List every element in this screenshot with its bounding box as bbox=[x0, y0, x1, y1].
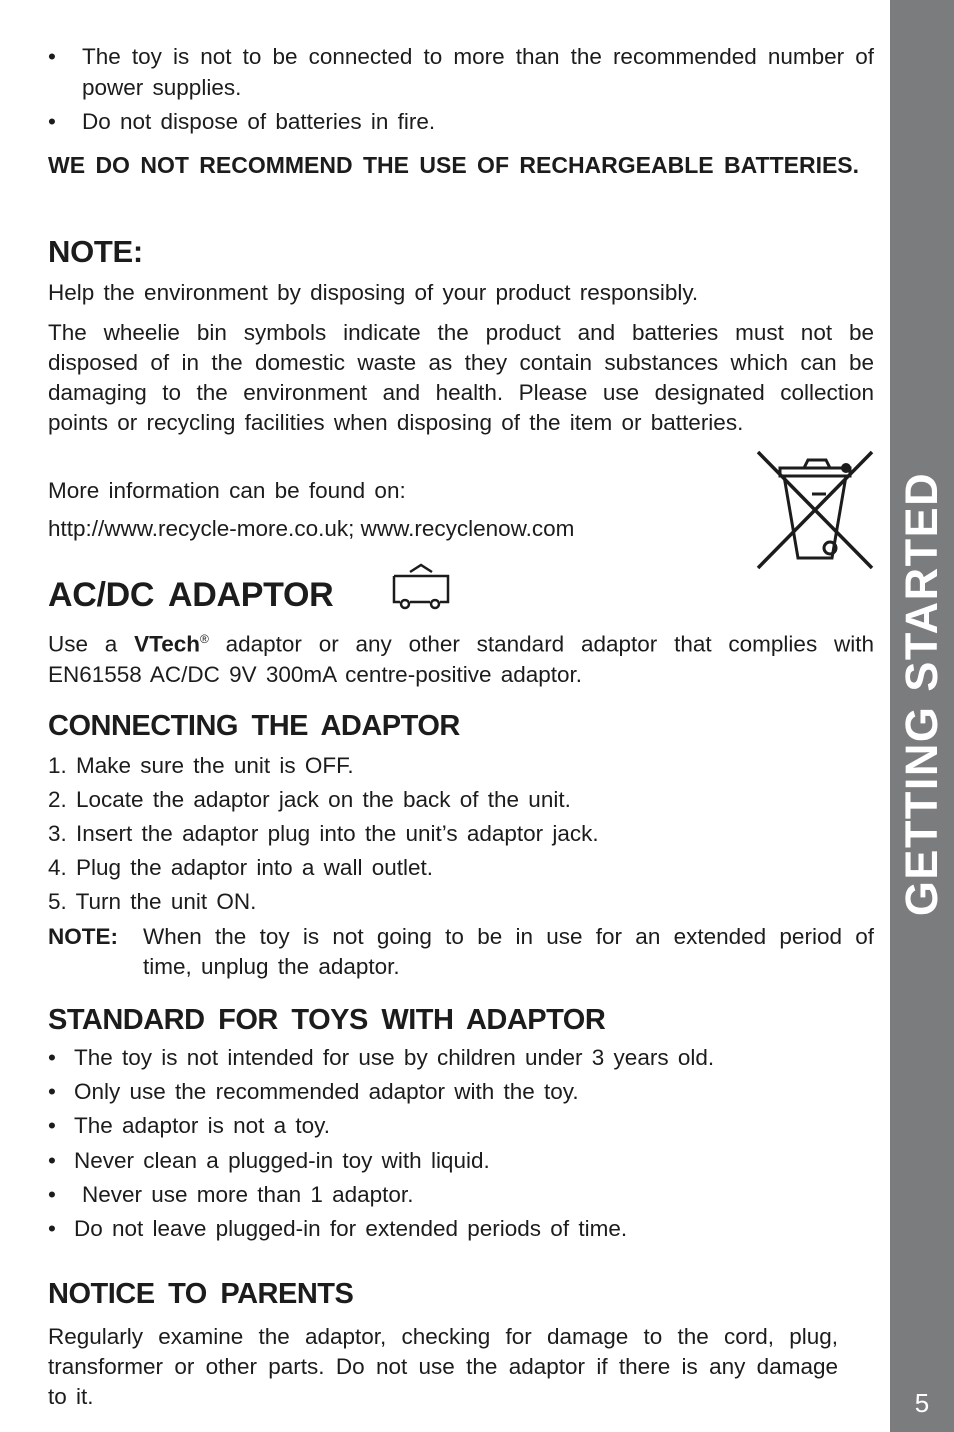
bullet: • bbox=[48, 109, 56, 134]
note-text: When the toy is not going to be in use for an extended period of time, unplug the adaptor. bbox=[143, 924, 874, 979]
note-paragraph-1: Help the environment by disposing of your product responsibly. bbox=[48, 280, 699, 305]
acdc-heading: AC/DC ADAPTOR bbox=[48, 576, 334, 614]
list-item-text: Never clean a plugged-in toy with liquid. bbox=[74, 1148, 490, 1173]
list-item bbox=[48, 1043, 714, 1073]
acdc-description bbox=[48, 624, 874, 690]
bullet: • bbox=[48, 1045, 56, 1070]
list-item bbox=[48, 1214, 627, 1244]
list-item bbox=[48, 1180, 413, 1210]
list-item-text: Only use the recommended adaptor with the toy. bbox=[74, 1079, 579, 1104]
recycle-links: http://www.recycle-more.co.uk; www.recyclenow.com bbox=[48, 516, 575, 541]
list-item-text: The adaptor is not a toy. bbox=[74, 1113, 330, 1138]
list-item: 4. Plug the adaptor into a wall outlet. bbox=[48, 855, 433, 880]
notice-text: Regularly examine the adaptor, checking for damage to the cord, plug, transformer or other parts. Do not use the adaptor if there is any damage to it. bbox=[48, 1324, 838, 1409]
acdc-text-after: adaptor or any other standard adaptor that complies with EN61558 AC/DC 9V 300mA centre-positive adaptor. bbox=[48, 631, 874, 687]
note-heading: NOTE: bbox=[48, 234, 143, 269]
list-item bbox=[48, 1146, 490, 1176]
bullet-text: Do not dispose of batteries in fire. bbox=[82, 109, 436, 134]
standard-heading: STANDARD FOR TOYS WITH ADAPTOR bbox=[48, 1004, 606, 1036]
note-paragraph-2: The wheelie bin symbols indicate the product and batteries must not be disposed of in the domestic waste as they contain substances which can be damaging to the environment and health. Please use designated collection points or recycling facilities when disposing of the item or batteries. bbox=[48, 320, 874, 435]
note-label: NOTE: bbox=[48, 924, 118, 949]
brand-name: VTech bbox=[134, 631, 200, 657]
list-item bbox=[48, 1077, 579, 1107]
bullet: • bbox=[48, 1079, 56, 1104]
section-sidebar bbox=[890, 0, 954, 1432]
list-item-text: The toy is not intended for use by children under 3 years old. bbox=[74, 1045, 715, 1070]
connecting-heading: CONNECTING THE ADAPTOR bbox=[48, 710, 460, 742]
rechargeable-warning: WE DO NOT RECOMMEND THE USE OF RECHARGEABLE BATTERIES. bbox=[48, 152, 860, 178]
note-paragraph-3: More information can be found on: bbox=[48, 478, 406, 503]
list-item-text: Never use more than 1 adaptor. bbox=[82, 1182, 414, 1207]
list-item: 3. Insert the adaptor plug into the unit’s adaptor jack. bbox=[48, 821, 599, 846]
bullet: • bbox=[48, 1113, 56, 1138]
acdc-text-before: Use a bbox=[48, 631, 135, 657]
registered-mark: ® bbox=[199, 632, 209, 646]
bullet-text: The toy is not to be connected to more than the recommended number of power supplies. bbox=[82, 44, 874, 100]
list-item: 5. Turn the unit ON. bbox=[48, 889, 257, 914]
list-item: 1. Make sure the unit is OFF. bbox=[48, 753, 354, 778]
bullet: • bbox=[48, 1148, 56, 1173]
transformer-symbol-icon bbox=[390, 562, 452, 614]
crossed-out-wheelie-bin-icon bbox=[754, 448, 876, 572]
bullet: • bbox=[48, 1182, 56, 1207]
bullet: • bbox=[48, 44, 56, 69]
list-item: 2. Locate the adaptor jack on the back of the unit. bbox=[48, 787, 571, 812]
list-item bbox=[48, 1111, 330, 1141]
list-item-text: Do not leave plugged-in for extended periods of time. bbox=[74, 1216, 628, 1241]
section-title-text: GETTING STARTED bbox=[896, 471, 947, 917]
bullet: • bbox=[48, 1216, 56, 1241]
page-number: 5 bbox=[914, 1388, 930, 1418]
section-title bbox=[890, 0, 954, 1432]
notice-heading: NOTICE TO PARENTS bbox=[48, 1278, 354, 1310]
